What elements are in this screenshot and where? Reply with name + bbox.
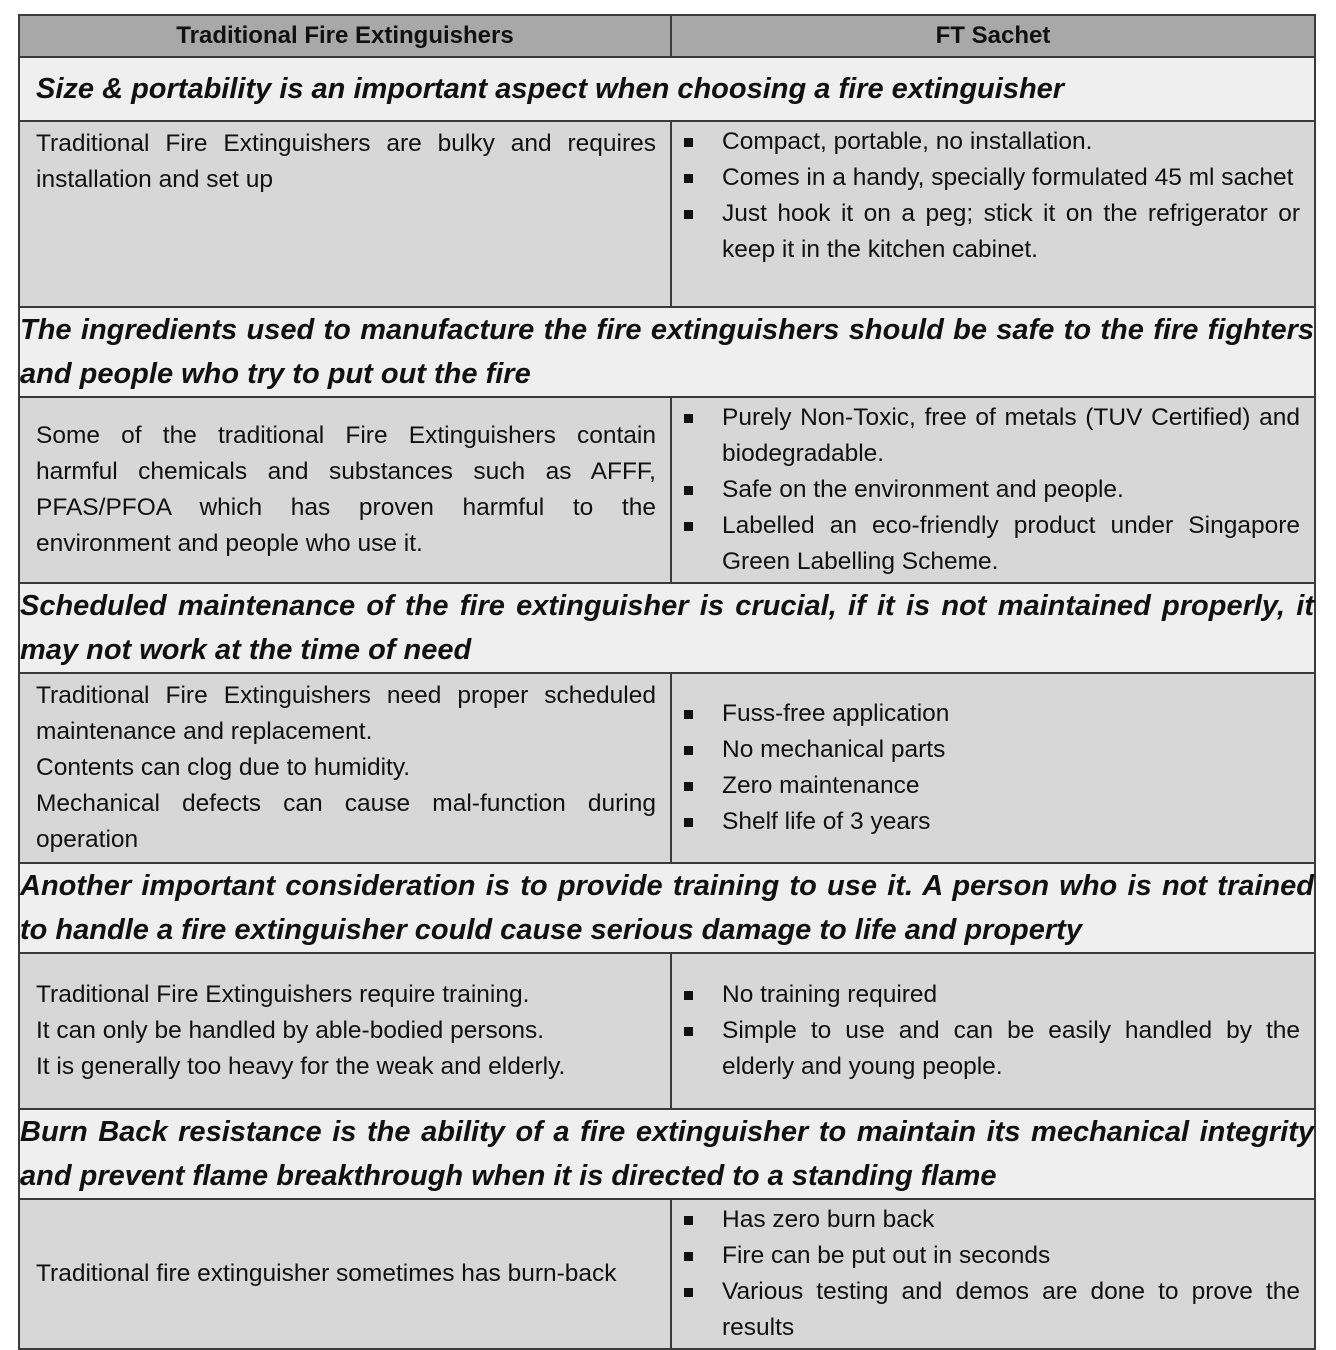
topic-training: Another important consideration is to provide training to use it. A person who is not trained to handle a fire extinguisher could cause serious damage to life and property <box>19 863 1315 953</box>
body-row-training <box>19 953 1315 1109</box>
header-traditional: Traditional Fire Extinguishers <box>19 15 671 57</box>
list-item: Various testing and demos are done to prove the results <box>678 1274 1300 1346</box>
topic-row-burnback <box>19 1109 1315 1199</box>
topic-row-ingredients <box>19 307 1315 397</box>
topic-size: Size & portability is an important aspect when choosing a fire extinguisher <box>19 57 1315 121</box>
ft-burnback <box>671 1199 1315 1349</box>
bullet-icon <box>684 1252 693 1261</box>
topic-row-size <box>19 57 1315 121</box>
topic-ingredients: The ingredients used to manufacture the fire extinguishers should be safe to the fire fighters and people who try to put out the fire <box>19 307 1315 397</box>
ft-bullet-list <box>678 696 1300 840</box>
list-item: Comes in a handy, specially formulated 45 ml sachet <box>678 160 1300 196</box>
bullet-icon <box>684 1288 693 1297</box>
list-item: No training required <box>678 977 1300 1013</box>
list-item: Purely Non-Toxic, free of metals (TUV Certified) and biodegradable. <box>678 400 1300 472</box>
traditional-text: Mechanical defects can cause mal-function during operation <box>36 790 656 853</box>
traditional-size <box>19 121 671 307</box>
ft-size <box>671 121 1315 307</box>
ft-bullet-list <box>678 977 1300 1085</box>
bullet-icon <box>684 210 693 219</box>
body-row-ingredients <box>19 397 1315 583</box>
bullet-icon <box>684 818 693 827</box>
list-item: Labelled an eco-friendly product under Singapore Green Labelling Scheme. <box>678 508 1300 580</box>
bullet-icon <box>684 174 693 183</box>
ft-ingredients <box>671 397 1315 583</box>
list-item: Zero maintenance <box>678 768 1300 804</box>
header-ft-sachet: FT Sachet <box>671 15 1315 57</box>
bullet-icon <box>684 746 693 755</box>
comparison-table <box>18 14 1316 1350</box>
traditional-text: It is generally too heavy for the weak and elderly. <box>36 1053 566 1080</box>
ft-maintenance <box>671 673 1315 863</box>
traditional-ingredients <box>19 397 671 583</box>
traditional-burnback <box>19 1199 671 1349</box>
bullet-icon <box>684 991 693 1000</box>
traditional-text: Traditional Fire Extinguishers require training. <box>36 981 530 1008</box>
bullet-icon <box>684 1027 693 1036</box>
traditional-text: Traditional Fire Extinguishers are bulky and requires installation and set up <box>36 130 656 193</box>
bullet-icon <box>684 414 693 423</box>
list-item: Compact, portable, no installation. <box>678 124 1300 160</box>
body-row-burnback <box>19 1199 1315 1349</box>
bullet-icon <box>684 522 693 531</box>
list-item: Simple to use and can be easily handled by the elderly and young people. <box>678 1013 1300 1085</box>
body-row-size <box>19 121 1315 307</box>
traditional-text: Some of the traditional Fire Extinguishers contain harmful chemicals and substances such as AFFF, PFAS/PFOA which has proven harmful to the environment and people who use it. <box>36 422 656 557</box>
topic-burnback: Burn Back resistance is the ability of a fire extinguisher to maintain its mechanical integrity and prevent flame breakthrough when it is directed to a standing flame <box>19 1109 1315 1199</box>
bullet-icon <box>684 782 693 791</box>
traditional-text: Traditional Fire Extinguishers need proper scheduled maintenance and replacement. <box>36 682 656 745</box>
list-item: Has zero burn back <box>678 1202 1300 1238</box>
bullet-icon <box>684 710 693 719</box>
bullet-icon <box>684 486 693 495</box>
topic-maintenance: Scheduled maintenance of the fire extinguisher is crucial, if it is not maintained properly, it may not work at the time of need <box>19 583 1315 673</box>
bullet-icon <box>684 138 693 147</box>
ft-bullet-list <box>678 400 1300 580</box>
body-row-maintenance <box>19 673 1315 863</box>
ft-bullet-list <box>678 124 1300 268</box>
list-item: Safe on the environment and people. <box>678 472 1300 508</box>
traditional-training <box>19 953 671 1109</box>
traditional-text: It can only be handled by able-bodied persons. <box>36 1017 545 1044</box>
traditional-text: Contents can clog due to humidity. <box>36 754 411 781</box>
header-row <box>19 15 1315 57</box>
traditional-maintenance <box>19 673 671 863</box>
ft-bullet-list <box>678 1202 1300 1346</box>
traditional-text: Traditional fire extinguisher sometimes has burn-back <box>36 1260 617 1287</box>
bullet-icon <box>684 1216 693 1225</box>
list-item: Fuss-free application <box>678 696 1300 732</box>
ft-training <box>671 953 1315 1109</box>
list-item: Just hook it on a peg; stick it on the refrigerator or keep it in the kitchen cabinet. <box>678 196 1300 268</box>
topic-row-training <box>19 863 1315 953</box>
topic-row-maintenance <box>19 583 1315 673</box>
list-item: Shelf life of 3 years <box>678 804 1300 840</box>
list-item: Fire can be put out in seconds <box>678 1238 1300 1274</box>
list-item: No mechanical parts <box>678 732 1300 768</box>
